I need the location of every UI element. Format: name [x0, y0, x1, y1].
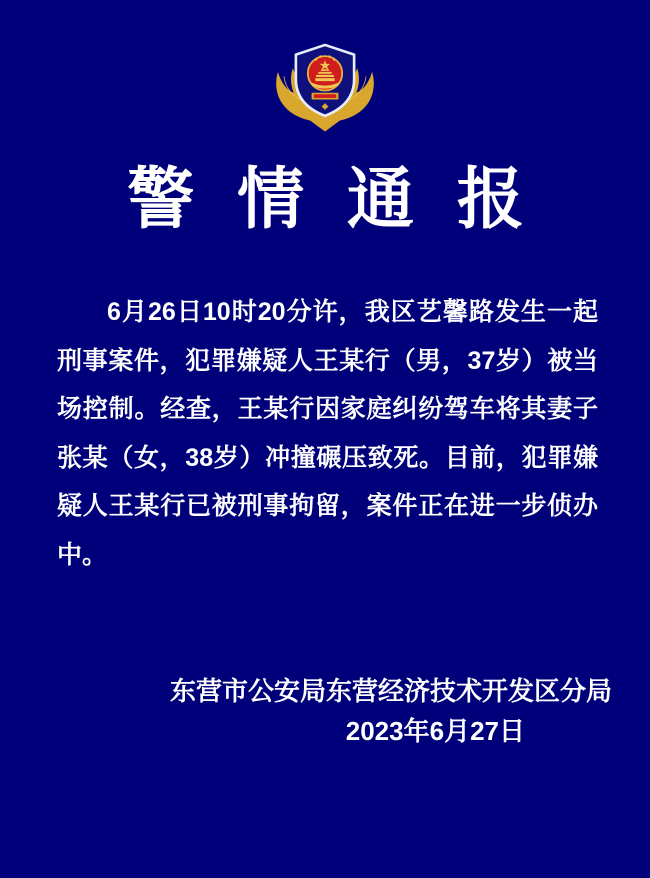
police-badge-icon: [269, 38, 381, 140]
issue-date: 2023年6月27日: [345, 716, 525, 746]
notice-line: 刑事案件，犯罪嫌疑人王某行（男，37岁）被当: [57, 346, 598, 375]
notice-line: 中。: [57, 540, 108, 569]
notice-line: 6月26日10时20分许，我区艺馨路发生一起: [107, 298, 598, 326]
notice-title: 警情通报: [127, 162, 567, 237]
issuer-name: 东营市公安局东营经济技术开发区分局: [169, 676, 612, 706]
notice-line: 张某（女，38岁）冲撞碾压致死。目前，犯罪嫌: [57, 443, 598, 472]
notice-line: 疑人王某行已被刑事拘留，案件正在进一步侦办: [57, 492, 598, 520]
notice-body: [0, 288, 650, 579]
notice-line: 场控制。经查，王某行因家庭纠纷驾车将其妻子: [57, 395, 598, 423]
